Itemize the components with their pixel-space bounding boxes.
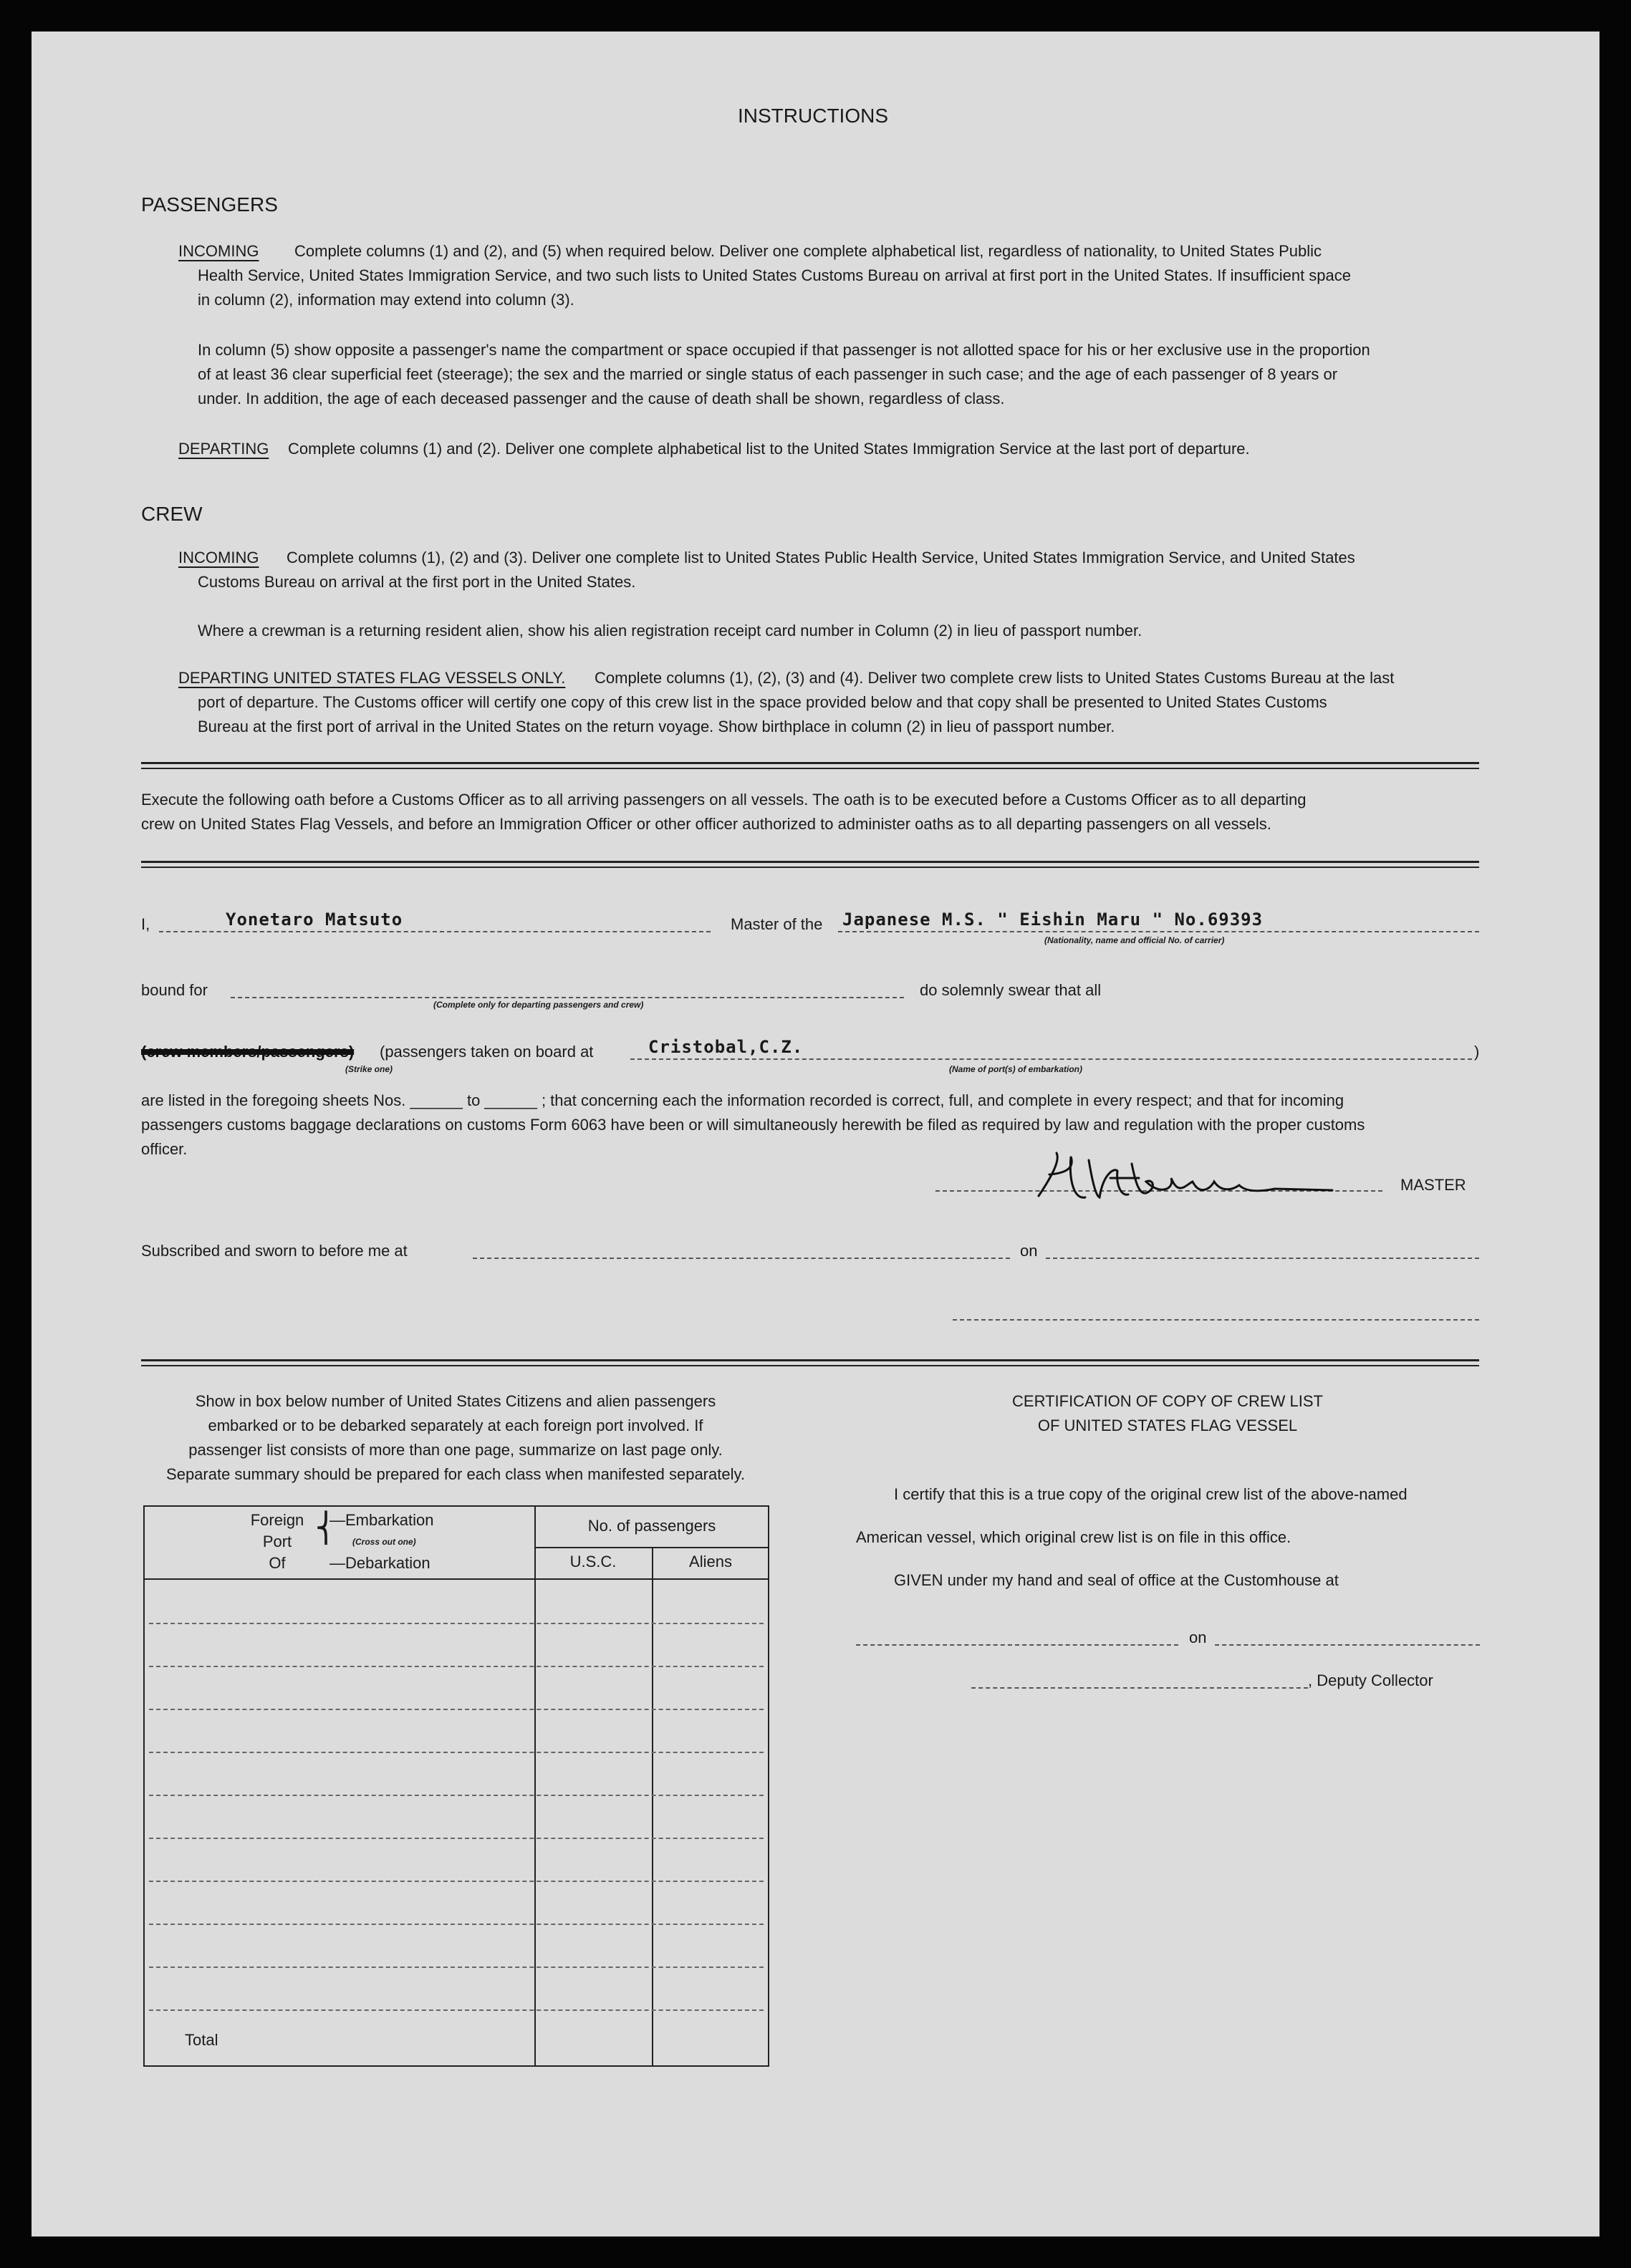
divider xyxy=(141,768,1479,769)
certification-title: OF UNITED STATES FLAG VESSEL xyxy=(1037,1417,1298,1434)
passengers-incoming-label: INCOMING xyxy=(178,242,259,260)
port-value: Cristobal,C.Z. xyxy=(648,1037,804,1057)
close-paren: ) xyxy=(1474,1043,1480,1061)
certification-line: GIVEN under my hand and seal of office at the Customhouse at xyxy=(894,1571,1339,1589)
port-note: (Name of port(s) of embarkation) xyxy=(949,1064,1083,1074)
subscribed-on-label: on xyxy=(1020,1242,1038,1260)
master-name-value: Yonetaro Matsuto xyxy=(226,909,403,930)
passengers-incoming-line: Health Service, United States Immigration Service, and two such lists to United States Customs Bureau on arrival at first port in the United States. If insufficient space xyxy=(198,266,1352,284)
bound-for-line xyxy=(231,997,904,998)
passenger-summary-table xyxy=(143,1505,769,2067)
summary-instruction-line: passenger list consists of more than one page, summarize on last page only. xyxy=(188,1441,723,1459)
summary-instruction-line: Show in box below number of United States Citizens and alien passengers xyxy=(195,1392,716,1410)
port-line xyxy=(630,1058,1472,1060)
crew-incoming-line: Complete columns (1), (2) and (3). Deliver one complete list to United States Public Health Service, United States Immigration Service, and United States xyxy=(287,549,1355,566)
passengers-departing-label: DEPARTING xyxy=(178,440,269,458)
divider xyxy=(141,1359,1479,1361)
summary-instruction-line: Separate summary should be prepared for each class when manifested separately. xyxy=(166,1465,745,1483)
divider xyxy=(141,1365,1479,1366)
customhouse-line xyxy=(856,1644,1178,1646)
listed-line: are listed in the foregoing sheets Nos. ______ to ______ ; that concerning each the information recorded is correct, full, and complete in every respect; and that for incoming xyxy=(141,1091,1344,1109)
bound-for-label: bound for xyxy=(141,981,208,999)
oath-intro-line: crew on United States Flag Vessels, and before an Immigration Officer or other officer authorized to administer oaths as to all departing passengers on all vessels. xyxy=(141,815,1271,833)
divider xyxy=(141,867,1479,868)
strikeout-text: (crew members/passengers) xyxy=(141,1043,355,1061)
cross-out-note: (Cross out one) xyxy=(352,1537,416,1547)
certification-on-label: on xyxy=(1189,1628,1207,1646)
crew-heading: CREW xyxy=(141,503,203,525)
vessel-line xyxy=(838,931,1479,932)
deputy-signature-line xyxy=(971,1687,1308,1689)
crew-incoming-line: Customs Bureau on arrival at the first port in the United States. xyxy=(198,573,636,591)
column5-line: In column (5) show opposite a passenger's name the compartment or space occupied if that passenger is not allotted space for his or her exclusive use in the proportion xyxy=(198,341,1370,359)
crew-departing-line: Complete columns (1), (2), (3) and (4). Deliver two complete crew lists to United States Customs Bureau at the last xyxy=(595,669,1395,687)
embarkation-label: —Embarkation xyxy=(329,1511,434,1529)
foreign-port-of-label: Foreign Port Of xyxy=(250,1511,304,1572)
summary-instruction-line: embarked or to be debarked separately at each foreign port involved. If xyxy=(208,1417,703,1434)
certification-line: I certify that this is a true copy of the original crew list of the above-named xyxy=(894,1485,1408,1503)
certification-title: CERTIFICATION OF COPY OF CREW LIST xyxy=(1012,1392,1323,1410)
listed-line: officer. xyxy=(141,1140,188,1158)
officer-signature-line xyxy=(953,1319,1479,1321)
strike-note: (Strike one) xyxy=(345,1064,393,1074)
master-name-line xyxy=(159,931,711,932)
debarkation-label: —Debarkation xyxy=(329,1554,430,1572)
vessel-note: (Nationality, name and official No. of carrier) xyxy=(1044,935,1225,945)
crew-departing-line: port of departure. The Customs officer will certify one copy of this crew list in the space provided below and that copy shall be presented to United States Customs xyxy=(198,693,1327,711)
bound-for-note: (Complete only for departing passengers and crew) xyxy=(433,1000,644,1010)
passengers-taken-label: (passengers taken on board at xyxy=(380,1043,594,1061)
vessel-value: Japanese M.S. " Eishin Maru " No.69393 xyxy=(842,909,1264,930)
aliens-header: Aliens xyxy=(689,1553,732,1570)
deputy-collector-label: , Deputy Collector xyxy=(1308,1671,1433,1689)
column5-line: of at least 36 clear superficial feet (steerage); the sex and the married or single status of each passenger in such case; and the age of each passenger of 8 years or xyxy=(198,365,1338,383)
oath-i-label: I, xyxy=(141,915,150,933)
crew-departing-line: Bureau at the first port of arrival in the United States on the return voyage. Show birthplace in column (2) in lieu of passport number. xyxy=(198,718,1115,735)
subscribed-label: Subscribed and sworn to before me at xyxy=(141,1242,408,1260)
resident-alien-note: Where a crewman is a returning resident alien, show his alien registration receipt card number in Column (2) in lieu of passport number. xyxy=(198,622,1142,640)
certification-line: American vessel, which original crew list is on file in this office. xyxy=(856,1528,1291,1546)
page-title: INSTRUCTIONS xyxy=(738,105,888,127)
passengers-incoming-line: Complete columns (1) and (2), and (5) when required below. Deliver one complete alphabetical list, regardless of nationality, to United States Public xyxy=(294,242,1322,260)
passengers-heading: PASSENGERS xyxy=(141,193,278,216)
passengers-departing-text: Complete columns (1) and (2). Deliver one complete alphabetical list to the United States Immigration Service at the last port of departure. xyxy=(288,440,1250,458)
brace: ⎨ xyxy=(315,1512,337,1544)
column5-line: under. In addition, the age of each deceased passenger and the cause of death shall be shown, regardless of class. xyxy=(198,390,1005,407)
divider xyxy=(141,762,1479,764)
swear-text: do solemnly swear that all xyxy=(920,981,1102,999)
no-of-passengers-header: No. of passengers xyxy=(587,1517,716,1535)
divider xyxy=(141,861,1479,863)
crew-incoming-label: INCOMING xyxy=(178,549,259,566)
subscribed-place-line xyxy=(473,1258,1010,1259)
master-signature xyxy=(1031,1146,1347,1210)
subscribed-date-line xyxy=(1046,1258,1479,1259)
passengers-incoming-line: in column (2), information may extend into column (3). xyxy=(198,291,574,309)
listed-line: passengers customs baggage declarations on customs Form 6063 have been or will simultaneously herewith be filed as required by law and regulation with the proper customs xyxy=(141,1116,1365,1134)
crew-departing-label: DEPARTING UNITED STATES FLAG VESSELS ONLY. xyxy=(178,669,566,687)
master-label: MASTER xyxy=(1400,1176,1466,1194)
usc-header: U.S.C. xyxy=(569,1553,617,1570)
certification-date-line xyxy=(1215,1644,1480,1646)
oath-intro-line: Execute the following oath before a Customs Officer as to all arriving passengers on all vessels. The oath is to be executed before a Customs Officer as to all departing xyxy=(141,791,1307,809)
master-of-label: Master of the xyxy=(731,915,823,933)
total-label: Total xyxy=(185,2031,218,2049)
